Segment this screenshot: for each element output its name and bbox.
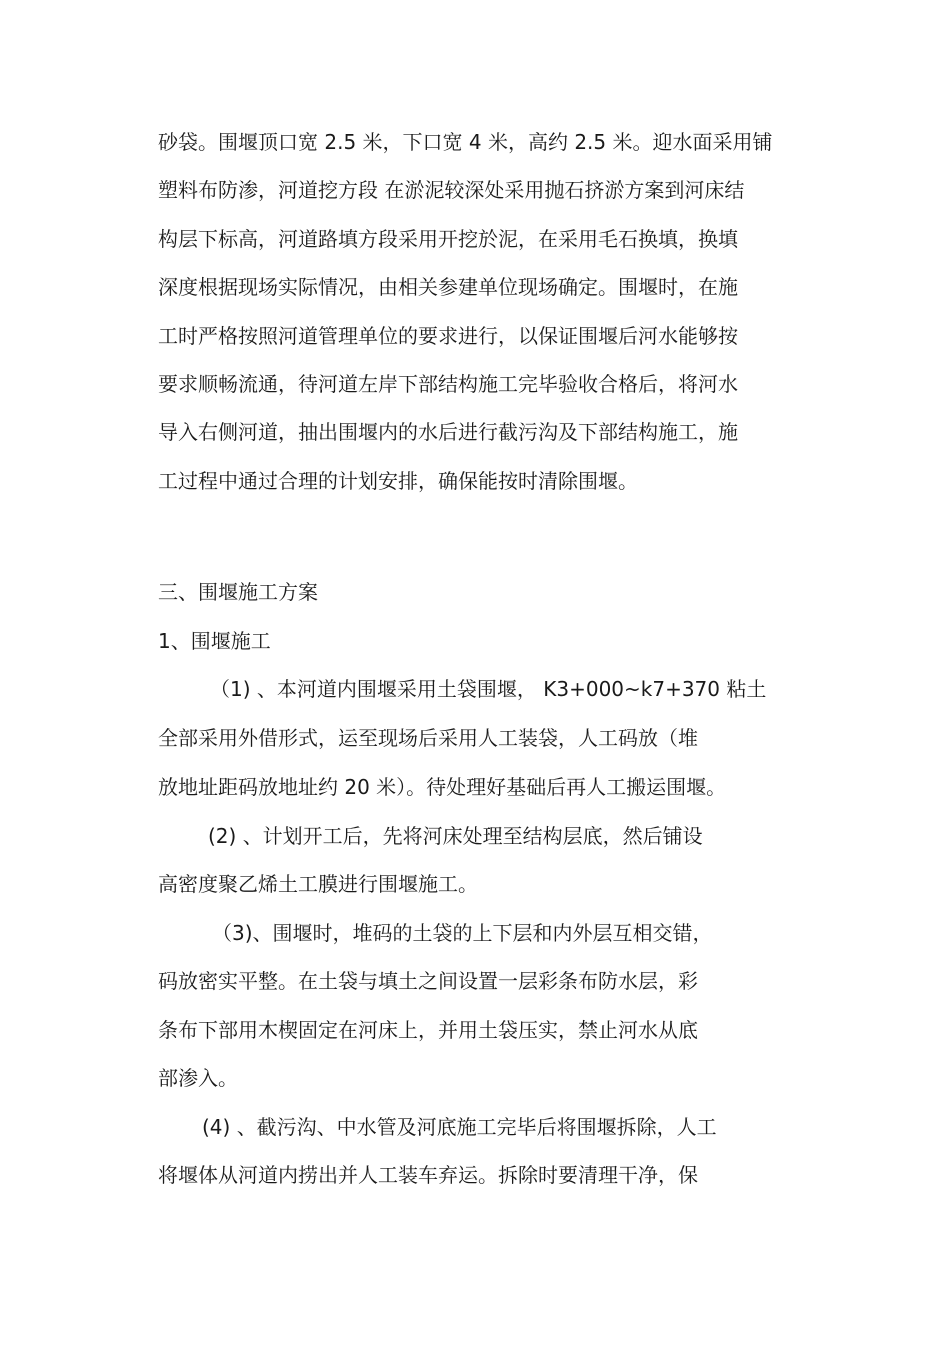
item-1-line-2: 全部采用外借形式，运至现场后采用人工装袋，人工码放（堆: [158, 726, 698, 750]
item-2-line-1: (2) 、计划开工后，先将河床处理至结构层底，然后铺设: [208, 824, 703, 848]
item-3-line-4: 部渗入。: [158, 1066, 238, 1090]
paragraph-1-line-6: 要求顺畅流通，待河道左岸下部结构施工完毕验收合格后，将河水: [158, 372, 738, 396]
item-1-line-3: 放地址距码放地址约 20 米）。待处理好基础后再人工搬运围堰。: [158, 775, 727, 799]
paragraph-1-line-1: 砂袋。围堰顶口宽 2.5 米，下口宽 4 米，高约 2.5 米。迎水面采用铺: [158, 130, 773, 154]
item-4-line-2: 将堰体从河道内捞出并人工装车弃运。拆除时要清理干净，保: [158, 1163, 698, 1187]
item-2-line-2: 高密度聚乙烯土工膜进行围堰施工。: [158, 872, 478, 896]
item-4-line-1: (4) 、截污沟、中水管及河底施工完毕后将围堰拆除，人工: [202, 1115, 717, 1139]
paragraph-1-line-4: 深度根据现场实际情况，由相关参建单位现场确定。围堰时，在施: [158, 275, 738, 299]
item-3-line-1: （3)、围堰时，堆码的土袋的上下层和内外层互相交错，: [212, 921, 713, 945]
subsection-heading: 1、围堰施工: [158, 629, 271, 653]
paragraph-1-line-5: 工时严格按照河道管理单位的要求进行，以保证围堰后河水能够按: [158, 324, 738, 348]
section-heading: 三、围堰施工方案: [158, 580, 318, 604]
item-3-line-3: 条布下部用木楔固定在河床上，并用土袋压实，禁止河水从底: [158, 1018, 698, 1042]
paragraph-1-line-8: 工过程中通过合理的计划安排，确保能按时清除围堰。: [158, 469, 638, 493]
paragraph-1-line-7: 导入右侧河道，抽出围堰内的水后进行截污沟及下部结构施工，施: [158, 420, 738, 444]
paragraph-1-line-3: 构层下标高，河道路填方段采用开挖於泥，在采用毛石换填，换填: [158, 227, 738, 251]
item-3-line-2: 码放密实平整。在土袋与填土之间设置一层彩条布防水层，彩: [158, 969, 698, 993]
item-1-line-1: （1) 、本河道内围堰采用土袋围堰， K3+000~k7+370 粘土: [210, 677, 767, 701]
paragraph-1-line-2: 塑料布防渗，河道挖方段 在淤泥较深处采用抛石挤淤方案到河床结: [158, 178, 745, 202]
